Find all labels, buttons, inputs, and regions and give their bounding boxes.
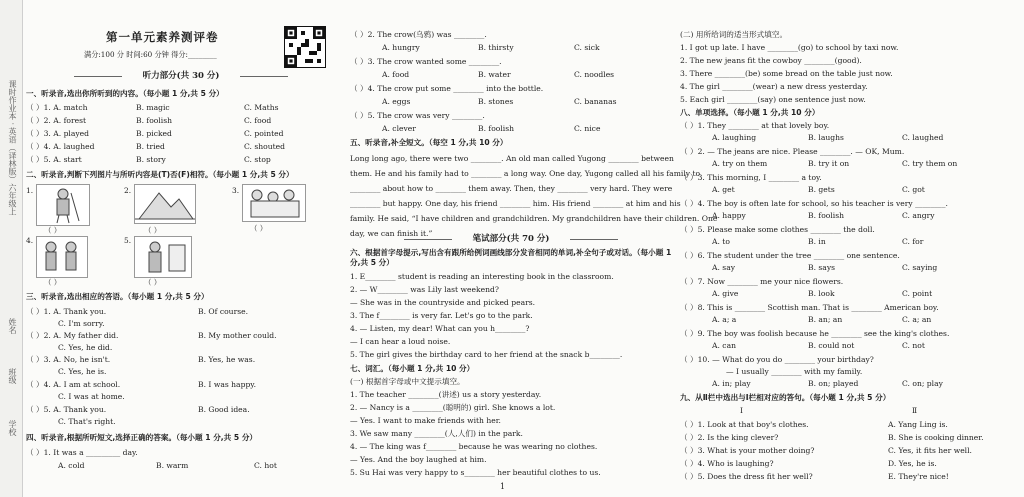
s7-2-line-1: 1. I got up late. I have ________(go) to school by taxi now.: [680, 43, 899, 52]
clothes-picture: [134, 236, 192, 278]
s6-line-6: — I can hear a loud noise.: [350, 337, 451, 346]
s7-line-3: — Yes. I want to make friends with her.: [350, 416, 501, 425]
written-banner: 笔试部分(共 70 分): [456, 233, 566, 246]
s6-line-3: — She was in the countryside and picked pears.: [350, 298, 536, 307]
family-picture: [242, 184, 306, 222]
pic-num-2: 2.: [124, 186, 132, 195]
s8-item-10: （ ）10. — What do you do ________ your birthday?: [680, 355, 874, 364]
s8-item-6: （ ）6. The student under the tree ________ one sentence.: [680, 251, 900, 260]
s7-2-line-4: 4. The girl ________(wear) a new dress yesterday.: [680, 82, 868, 91]
s7-line-5: 4. — The king was f________ because he was wearing no clothes.: [350, 442, 598, 451]
s7-line-2: 2. — Nancy is a ________(聪明的) girl. She knows a lot.: [350, 403, 556, 412]
s4-item-4: （ ）4. The crow put some ________ into the bottle.: [350, 84, 544, 93]
s7-sub2: (二) 用所给词的适当形式填空。: [680, 30, 788, 39]
s8-item-1: （ ）1. They ________ at that lovely boy.: [680, 121, 830, 130]
s5-line-5: family. He said, “I have children and grandchildren. My grandchildren have their children. One: [350, 214, 718, 223]
section5-heading: 五、听录音,补全短文。（每空 1 分,共 10 分）: [350, 138, 508, 147]
s7-2-line-2: 2. The new jeans fit the cowboy ________(good).: [680, 56, 862, 65]
class-label: 班级: [8, 368, 17, 384]
s7-line-4: 3. We saw many ________(人,人们) in the park.: [350, 429, 523, 438]
s5-line-2: them. He and his family had to ________ a long way. One day, Yugong called all his family to: [350, 169, 701, 178]
section6-heading: 六、根据首字母提示,写出含有跟所给例词画线部分发音相同的单词,补全句子或对话。（每小题 1 分,共 5 分）: [350, 248, 672, 268]
section9-heading: 九、从Ⅱ栏中选出与Ⅰ栏相对应的答句。（每小题 1 分,共 5 分）: [680, 393, 891, 402]
s8-item-9: （ ）9. The boy was foolish because he ________ see the king's clothes.: [680, 329, 950, 338]
section4-heading: 四、听录音,根据所听短文,选择正确的答案。（每小题 1 分,共 5 分）: [26, 433, 258, 442]
s6-line-4: 3. The f________ is very far. Let's go to the park.: [350, 311, 533, 320]
s7-line-6: — Yes. And the boy laughed at him.: [350, 455, 487, 464]
column-2: （ ）2. The crow(乌鸦) was ________. A. hungry B. thirsty C. sick （ ）3. The crow wanted some ________. A. food B. water C. noodles （ ）4. The crow put some ________ into the bottle. A. eggs B. stones C. bananas （ ）5. The crow was very ________. A. clever B. foolish C. nice 五、听录音,补全短文。（每空 1 分,共 10 分） Long long ago, there were two ________. An old man called Yugong ________ between them. He and his family had to ________ a long way. One day, Yugong called all his family to ________ about how to ________ them away. Then, they ________ very hard. They were ________ but happy. One day, his friend ________ him. His friend ________ at him and his family. He said, “I have children and grandchildren. My grandchildren have their children. One day, we can finish it.” 笔试部分(共 70 分) 六、根据首字母提示,写出含有跟所给例词画线部分发音相同的单词,补全句子或对话。（每小题 1 分,共 5 分） 1. E________ student is reading an interesting book in the classroom. 2. — W________ was Lily last weekend? — She was in the countryside and picked pears. 3. The f________ is very far. Let's go to the park. 4. — Listen, my dear! What can you h________? — I can hear a loud noise. 5. The girl gives the birthday card to her friend at the snack b________. 七、词汇。（每小题 1 分,共 10 分） (一) 根据首字母或中文提示填空。 1. The teacher ________(讲述) us a story yesterday. 2. — Nancy is a ________(聪明的) girl. She knows a lot. — Yes. I want to make friends with her. 3. We saw many ________(人,人们) in the park. 4. — The king was f________ because he was wearing no clothes. — Yes. And the boy laughed at him. 5. Su Hai was very happy to s________ her beautiful clothes to us.: [350, 30, 718, 477]
column-1: 第一单元素养测评卷 满分:100 分 时间:60 分钟 得分:________ 听力部分(共 30 分) 一、听录音,选出你所听到的内容。（每小题 1 分,共 5 分） （ ）1. A. match B. magic C. Maths （ ）2. A. forest B. foolish C. food （ ）3. A. played B. picked C. pointed （ ）4. A. laughed B. tried C. shouted （ ）5. A. start B. story C. stop 二、听录音,判断下列图片与所听内容是(T)否(F)相符。（每小题 1 分,共 5 分） 1. （ ） 2. （ ） 3. （ ） 4. （ ） 5. （ ） 三、听录音,选出相应的答语。（每小题 1 分,共 5 分） （ ）1. A. Thank you. B. Of course. C. I'm sorry. （ ）2. A. My father did. B. My mother could. C. Yes, he did. （ ）3. A. No, he isn't. B. Yes, he was. C. Yes, he is. （ ）4. A. I am at school. B. I was happy. C. I was at home. （ ）5. A. Thank you. B. Good idea. C. That's right. 四、听录音,根据所听短文,选择正确的答案。（每小题 1 分,共 5 分） （ ）1. It was a _________ day. A. cold B. warm C. hot: [26, 0, 342, 497]
listening-banner: 听力部分(共 30 分): [126, 70, 236, 83]
pic-num-1: 1.: [26, 186, 34, 195]
s6-line-2: 2. — W________ was Lily last weekend?: [350, 285, 499, 294]
section3-heading: 三、听录音,选出相应的答语。（每小题 1 分,共 5 分）: [26, 292, 209, 301]
s5-line-3: ________ about how to ________ them away. Then, they ________ very hard. They were: [350, 184, 673, 193]
pic-num-5: 5.: [124, 236, 132, 245]
s7-sub1: (一) 根据首字母或中文提示填空。: [350, 377, 465, 386]
qr-code-icon[interactable]: [284, 26, 326, 68]
section1-heading: 一、听录音,选出你所听到的内容。（每小题 1 分,共 5 分）: [26, 89, 224, 98]
knight-picture: [36, 184, 90, 226]
binding-strip: [0, 0, 23, 497]
section2-heading: 二、听录音,判断下列图片与所听内容是(T)否(F)相符。（每小题 1 分,共 5 分）: [26, 170, 294, 179]
exam-meta: 满分:100 分 时间:60 分钟 得分:________: [84, 50, 217, 59]
s8-item-7: （ ）7. Now ________ me your nice flowers.: [680, 277, 844, 286]
page-title: 第一单元素养测评卷: [106, 30, 219, 44]
section8-heading: 八、单项选择。（每小题 1 分,共 10 分）: [680, 108, 820, 117]
s7-2-line-3: 3. There ________(be) some bread on the table just now.: [680, 69, 893, 78]
s4-item-1: （ ）1. It was a _________ day.: [26, 448, 138, 457]
s4-item-3: （ ）3. The crow wanted some ________.: [350, 57, 502, 66]
s4-item-5: （ ）5. The crow was very ________.: [350, 111, 485, 120]
s6-line-7: 5. The girl gives the birthday card to her friend at the snack b________.: [350, 350, 623, 359]
pic-num-4: 4.: [26, 236, 34, 245]
s7-line-1: 1. The teacher ________(讲述) us a story yesterday.: [350, 390, 542, 399]
name-label: 姓名: [8, 318, 17, 334]
s7-line-7: 5. Su Hai was very happy to s________ her beautiful clothes to us.: [350, 468, 601, 477]
s5-line-6: day, we can finish it.”: [350, 229, 433, 238]
s7-2-line-5: 5. Each girl ________(say) one sentence just now.: [680, 95, 866, 104]
people-picture: [36, 236, 88, 278]
s8-item-8: （ ）8. This is ________ Scottish man. That is ________ American boy.: [680, 303, 939, 312]
s5-line-1: Long long ago, there were two ________. An old man called Yugong ________ between: [350, 154, 674, 163]
binding-title: 课时作业本 · 英语（译林版）六年级上: [8, 80, 17, 216]
column-ii-label: Ⅱ: [912, 406, 918, 415]
school-label: 学校: [8, 420, 17, 436]
page-number: 1: [500, 482, 506, 491]
s5-line-4: ________ but happy. One day, his friend ________ him. His friend ________ at him and his: [350, 199, 681, 208]
pic-num-3: 3.: [232, 186, 240, 195]
s8-item-5: （ ）5. Please make some clothes ________ the doll.: [680, 225, 875, 234]
section7-heading: 七、词汇。（每小题 1 分,共 10 分）: [350, 364, 475, 373]
s8-item-3: （ ）3. This morning, I ________ a toy.: [680, 173, 822, 182]
s8-item-4: （ ）4. The boy is often late for school, so his teacher is very ________.: [680, 199, 948, 208]
column-i-label: Ⅰ: [740, 406, 743, 415]
s6-line-5: 4. — Listen, my dear! What can you h________?: [350, 324, 530, 333]
mountain-picture: [134, 184, 196, 224]
s8-item-2: （ ）2. — The jeans are nice. Please ________. — OK, Mum.: [680, 147, 905, 156]
s4-item-2: （ ）2. The crow(乌鸦) was ________.: [350, 30, 487, 39]
column-3: (二) 用所给词的适当形式填空。 1. I got up late. I have ________(go) to school by taxi now. 2. The new jeans fit the cowboy ________(good). 3. There ________(be) some bread on the table just now. 4. The girl ________(wear) a new dress yesterday. 5. Each girl ________(say) one sentence just now. 八、单项选择。（每小题 1 分,共 10 分） （ ）1. They ________ at that lovely boy. A. laughing B. laughs C. laughed （ ）2. — The jeans are nice. Please ________. — OK, Mum. A. try on them B. try it on C. try them on （ ）3. This morning, I ________ a toy. A. get B. gets C. got （ ）4. The boy is often late for school, so his teacher is very ________. A. happy B. foolish C. angry （ ）5. Please make some clothes ________ the doll. A. to B. in C. for （ ）6. The student under the tree ________ one sentence. A. say B. says C. saying （ ）7. Now ________ me your nice flowers. A. give B. look C. point （ ）8. This is ________ Scottish man. That is ________ American boy. A. a; a B. an; an C. a; an （ ）9. The boy was foolish because he ________ see the king's clothes. A. can B. could not C. not （ ）10. — What do you do ________ your birthday? — I usually ________ with my family. A. in; play B. on; played C. on; play 九、从Ⅱ栏中选出与Ⅰ栏相对应的答句。（每小题 1 分,共 5 分） Ⅰ Ⅱ （ ）1. Look at that boy's clothes. A. Yang Ling is. （ ）2. Is the king clever? B. She is cooking dinner. （ ）3. What is your mother doing? C. Yes, it fits her well. （ ）4. Who is laughing? D. Yes, he is. （ ）5. Does the dress fit her well? E. They're nice!: [680, 0, 1020, 497]
s6-line-1: 1. E________ student is reading an interesting book in the classroom.: [350, 272, 614, 281]
